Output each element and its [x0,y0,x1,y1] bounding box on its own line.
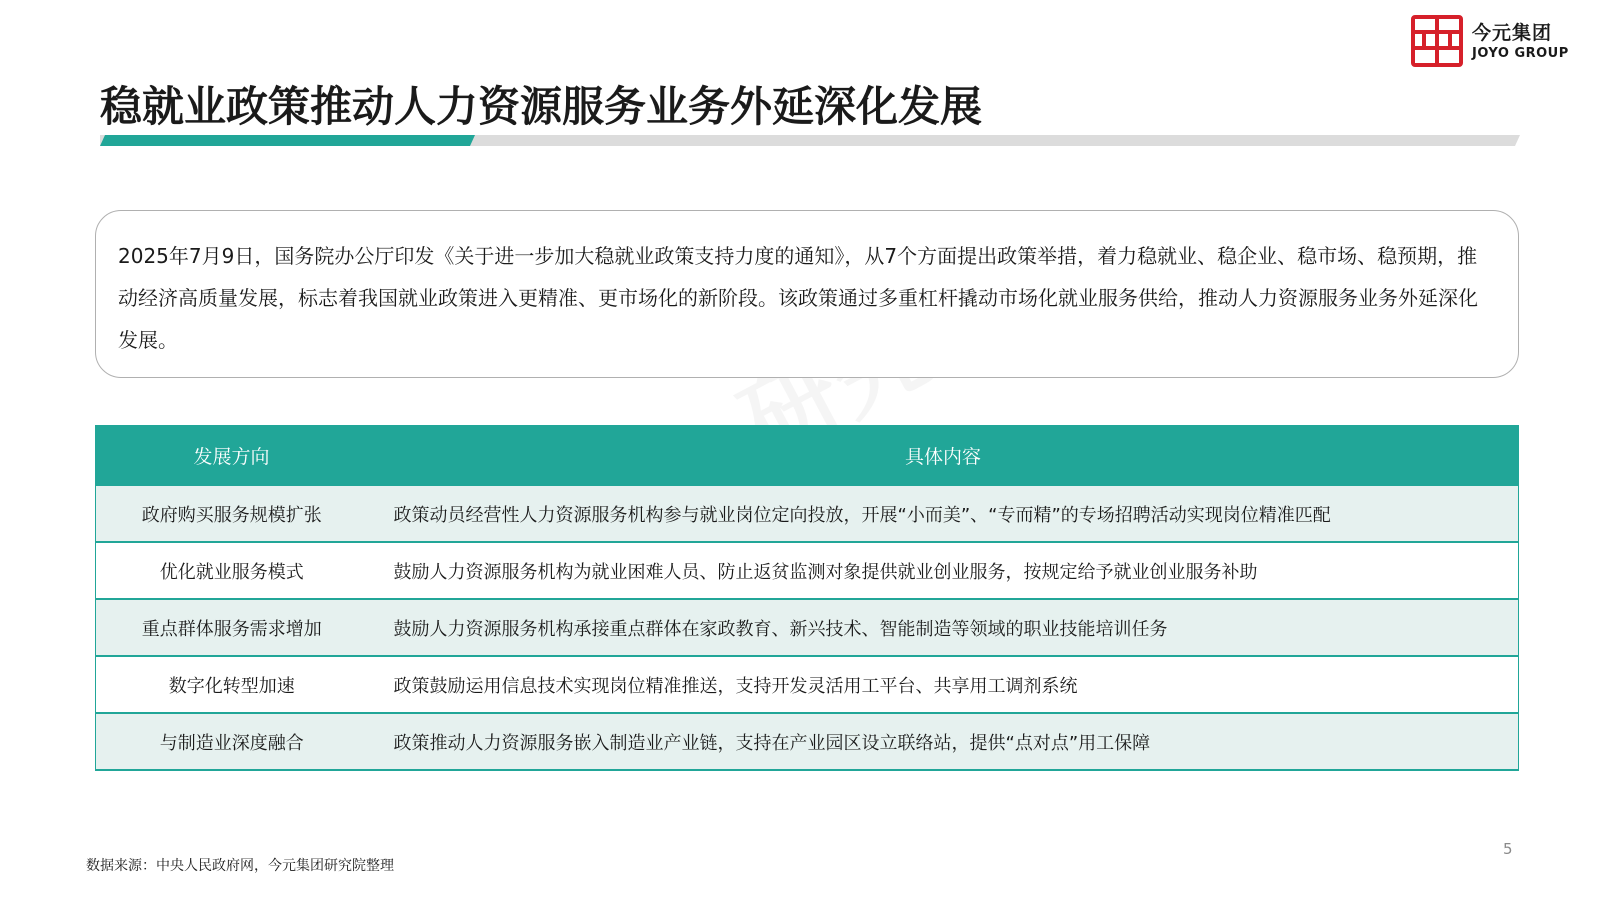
summary-text: 2025年7月9日，国务院办公厅印发《关于进一步加大稳就业政策支持力度的通知》，从7个方面提出政策举措，着力稳就业、稳企业、稳市场、稳预期，推动经济高质量发展，标志着我国就业政策进入更精准、更市场化的新阶段。该政策通过多重杠杆撬动市场化就业服务供给，推动人力资源服务业务外延深化发展。 [118,244,1478,352]
summary-box [95,210,1519,378]
table-row [96,599,1519,656]
row-direction: 政府购买服务规模扩张 [96,485,368,542]
table-row [96,485,1519,542]
joyo-logo-icon [1410,14,1464,68]
table-row [96,656,1519,713]
row-content: 鼓励人力资源服务机构为就业困难人员、防止返贫监测对象提供就业创业服务，按规定给予就业创业服务补助 [368,542,1519,599]
table-header-content: 具体内容 [368,426,1519,486]
row-direction: 重点群体服务需求增加 [96,599,368,656]
table-header-direction: 发展方向 [96,426,368,486]
row-content: 鼓励人力资源服务机构承接重点群体在家政教育、新兴技术、智能制造等领域的职业技能培训任务 [368,599,1519,656]
data-source-note: 数据来源：中央人民政府网，今元集团研究院整理 [86,858,394,874]
title-underline [100,133,1520,148]
table-row [96,542,1519,599]
brand-logo [1410,12,1570,70]
table-row [96,713,1519,770]
brand-name-en: JOYO GROUP [1472,46,1569,61]
row-content: 政策推动人力资源服务嵌入制造业产业链，支持在产业园区设立联络站，提供“点对点”用工保障 [368,713,1519,770]
page-number: 5 [1503,840,1513,858]
policy-table [95,425,1519,771]
brand-name-cn: 今元集团 [1472,22,1553,44]
row-direction: 与制造业深度融合 [96,713,368,770]
table-header-row [96,426,1519,486]
row-direction: 数字化转型加速 [96,656,368,713]
row-content: 政策动员经营性人力资源服务机构参与就业岗位定向投放，开展“小而美”、“专而精”的专场招聘活动实现岗位精准匹配 [368,485,1519,542]
row-content: 政策鼓励运用信息技术实现岗位精准推送，支持开发灵活用工平台、共享用工调剂系统 [368,656,1519,713]
page-title: 稳就业政策推动人力资源服务业务外延深化发展 [100,82,983,131]
row-direction: 优化就业服务模式 [96,542,368,599]
